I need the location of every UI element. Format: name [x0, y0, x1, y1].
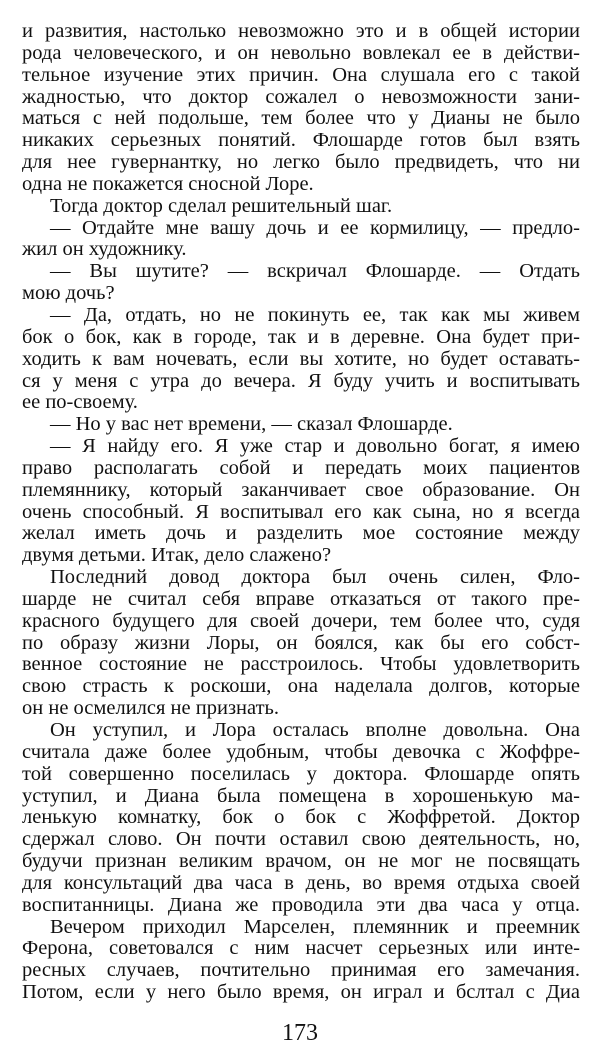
text-line: право располагать собой и передать моих пациентов — [22, 456, 580, 479]
text-line: Тогда доктор сделал решительный шаг. — [50, 194, 393, 217]
text-line: красного будущего для своей дочери, тем более что, судя — [22, 609, 580, 632]
text-line: ее по-своему. — [22, 391, 138, 414]
text-line: ходить к вам ночевать, если вы хотите, но будет оставать- — [22, 347, 580, 370]
text-line: — Но у вас нет времени, — сказал Флошарде. — [50, 413, 453, 436]
text-line: никаких серьезных понятий. Флошарде готов был взять — [22, 129, 580, 152]
text-line: двумя детьми. Итак, дело слажено? — [22, 544, 332, 567]
page-body-text — [22, 21, 580, 1004]
text-line: шарде не считал себя вправе отказаться от такого пре- — [22, 587, 580, 610]
text-line: — Отдайте мне вашу дочь и ее кормилицу, — предло- — [50, 216, 580, 239]
page-number: 173 — [282, 1020, 318, 1046]
text-line: уступил, и Диана была помещена в хорошенькую ма- — [22, 784, 580, 807]
text-line: — Я найду его. Я уже стар и довольно богат, я имею — [50, 435, 580, 458]
text-line: будучи признан великим врачом, он не мог не посвящать — [22, 850, 580, 873]
text-line: по образу жизни Лоры, он боялся, как бы его собст- — [22, 631, 580, 654]
text-line: венное состояние не расстроилось. Чтобы удовлетворить — [22, 653, 580, 676]
text-line: мою дочь? — [22, 282, 115, 305]
text-line: племяннику, который заканчивает свое образование. Он — [22, 478, 580, 501]
text-line: для консультаций два часа в день, во время отдыха своей — [22, 871, 580, 894]
text-line: ся у меня с утра до вечера. Я буду учить и воспитывать — [22, 369, 580, 392]
text-line: Вечером приходил Марселен, племянник и преемник — [50, 915, 580, 938]
text-line: очень способный. Я воспитывал его как сына, но я всегда — [22, 500, 580, 523]
text-line: сдержал слово. Он почти оставил свою деятельность, но, — [22, 828, 580, 851]
text-line: тельное изучение этих причин. Она слушала его с такой — [22, 63, 580, 86]
text-line: одна не покажется сносной Лоре. — [22, 172, 314, 195]
text-line: ресных случаев, почтительно принимая его замечания. — [22, 959, 580, 982]
text-line: ленькую комнатку, бок о бок с Жоффретой. Доктор — [22, 806, 580, 829]
text-line: свою страсть к роскоши, она наделала долгов, которые — [22, 675, 580, 698]
text-line: той совершенно поселилась у доктора. Флошарде опять — [22, 762, 580, 785]
text-line: жадностью, что доктор сожалел о невозможности зани- — [22, 85, 580, 108]
text-line: Последний довод доктора был очень силен, Фло- — [50, 566, 580, 589]
text-line: маться с ней подольше, тем более что у Дианы не было — [22, 107, 580, 130]
text-line: и развития, настолько невозможно это и в общей истории — [22, 20, 580, 42]
text-line: Потом, если у него было время, он играл и бслтал с Диа — [22, 981, 580, 1004]
text-line: бок о бок, как в городе, так и в деревне. Она будет при- — [22, 325, 580, 348]
text-line: воспитанницы. Диана же проводила эти два часа у отца. — [22, 893, 580, 916]
text-line: — Вы шутите? — вскричал Флошарде. — Отдать — [50, 260, 580, 283]
text-line: считала даже более удобным, чтобы девочка с Жоффре- — [22, 740, 580, 763]
text-line: для нее гувернантку, но легко было предвидеть, что ни — [22, 151, 580, 174]
text-line: — Да, отдать, но не покинуть ее, так как мы живем — [50, 303, 580, 326]
text-line: желал иметь дочь и разделить мое состояние между — [22, 522, 580, 545]
text-line: Ферона, советовался с ним насчет серьезных или инте- — [22, 937, 580, 960]
text-line: рода человеческого, и он невольно вовлекал ее в действи- — [22, 41, 580, 64]
text-line: жил он художнику. — [22, 238, 187, 261]
text-line: Он уступил, и Лора осталась вполне довольна. Она — [50, 719, 580, 741]
text-line: он не осмелился не признать. — [22, 697, 280, 720]
